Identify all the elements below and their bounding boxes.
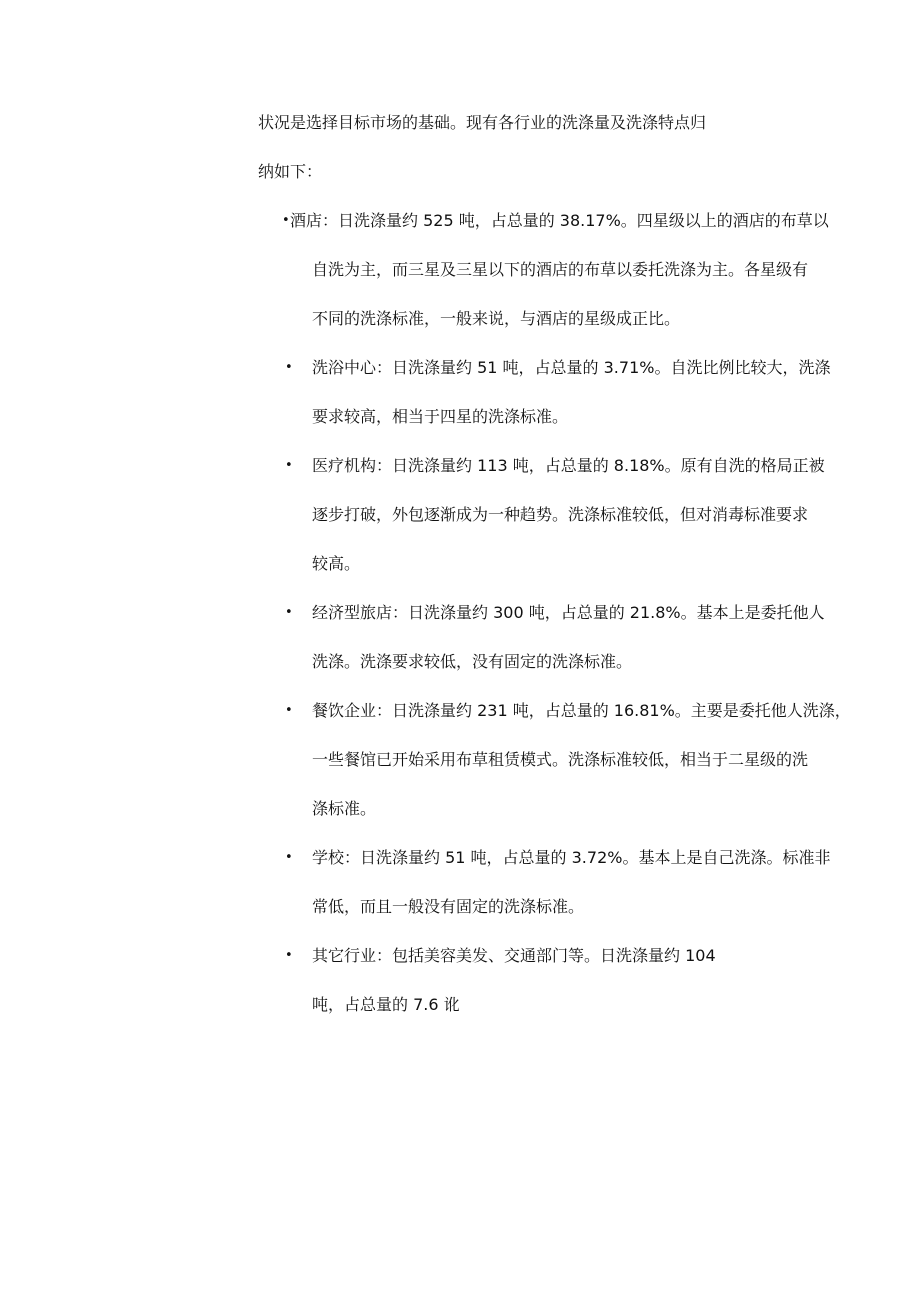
list-item-other — [285, 931, 845, 1029]
list-item-school — [285, 833, 845, 931]
item-line: 逐步打破，外包逐渐成为一种趋势。洗涤标准较低，但对消毒标准要求 — [312, 505, 809, 524]
item-line: 医疗机构：日洗涤量约 113 吨，占总量的 8.18%。原有自洗的格局正被 — [312, 456, 825, 475]
item-line: 要求较高，相当于四星的洗涤标准。 — [312, 407, 569, 426]
list-item-hotel — [282, 196, 845, 343]
intro-line: 纳如下： — [258, 162, 323, 181]
item-line: 常低，而且一般没有固定的洗涤标准。 — [312, 897, 585, 916]
item-line: 自洗为主，而三星及三星以下的酒店的布草以委托洗涤为主。各星级有 — [312, 260, 809, 279]
item-line: 经济型旅店：日洗涤量约 300 吨，占总量的 21.8%。基本上是委托他人 — [312, 603, 825, 622]
item-line: 洗浴中心：日洗涤量约 51 吨，占总量的 3.71%。自洗比例比较大，洗涤 — [312, 358, 831, 377]
intro-paragraph — [258, 98, 858, 196]
list-item-catering — [285, 686, 851, 833]
item-line: 吨，占总量的 7.6 讹 — [312, 995, 460, 1014]
item-line: 涤标准。 — [312, 799, 377, 818]
item-line: 一些餐馆已开始采用布草租赁模式。洗涤标准较低，相当于二星级的洗 — [312, 750, 809, 769]
item-line: 学校：日洗涤量约 51 吨，占总量的 3.72%。基本上是自己洗涤。标准非 — [312, 848, 831, 867]
item-line: 洗涤。洗涤要求较低，没有固定的洗涤标准。 — [312, 652, 633, 671]
item-line: 其它行业：包括美容美发、交通部门等。日洗涤量约 104 — [312, 946, 716, 965]
intro-line: 状况是选择目标市场的基础。现有各行业的洗涤量及洗涤特点归 — [258, 113, 707, 132]
bullet-icon: • — [285, 360, 293, 375]
list-item-budget-hotel — [285, 588, 845, 686]
bullet-icon: • — [282, 213, 290, 228]
industry-list — [282, 196, 851, 1029]
bullet-icon: • — [285, 605, 293, 620]
item-line: 酒店：日洗涤量约 525 吨，占总量的 38.17%。四星级以上的酒店的布草以 — [290, 211, 829, 230]
item-line: 不同的洗涤标准，一般来说，与酒店的星级成正比。 — [312, 309, 681, 328]
bullet-icon: • — [285, 948, 293, 963]
bullet-icon: • — [285, 703, 293, 718]
item-line: 较高。 — [312, 554, 361, 573]
bullet-icon: • — [285, 850, 293, 865]
list-item-medical — [285, 441, 845, 588]
list-item-bath-center — [285, 343, 845, 441]
bullet-icon: • — [285, 458, 293, 473]
item-line: 餐饮企业：日洗涤量约 231 吨，占总量的 16.81%。主要是委托他人洗涤， — [312, 701, 851, 720]
